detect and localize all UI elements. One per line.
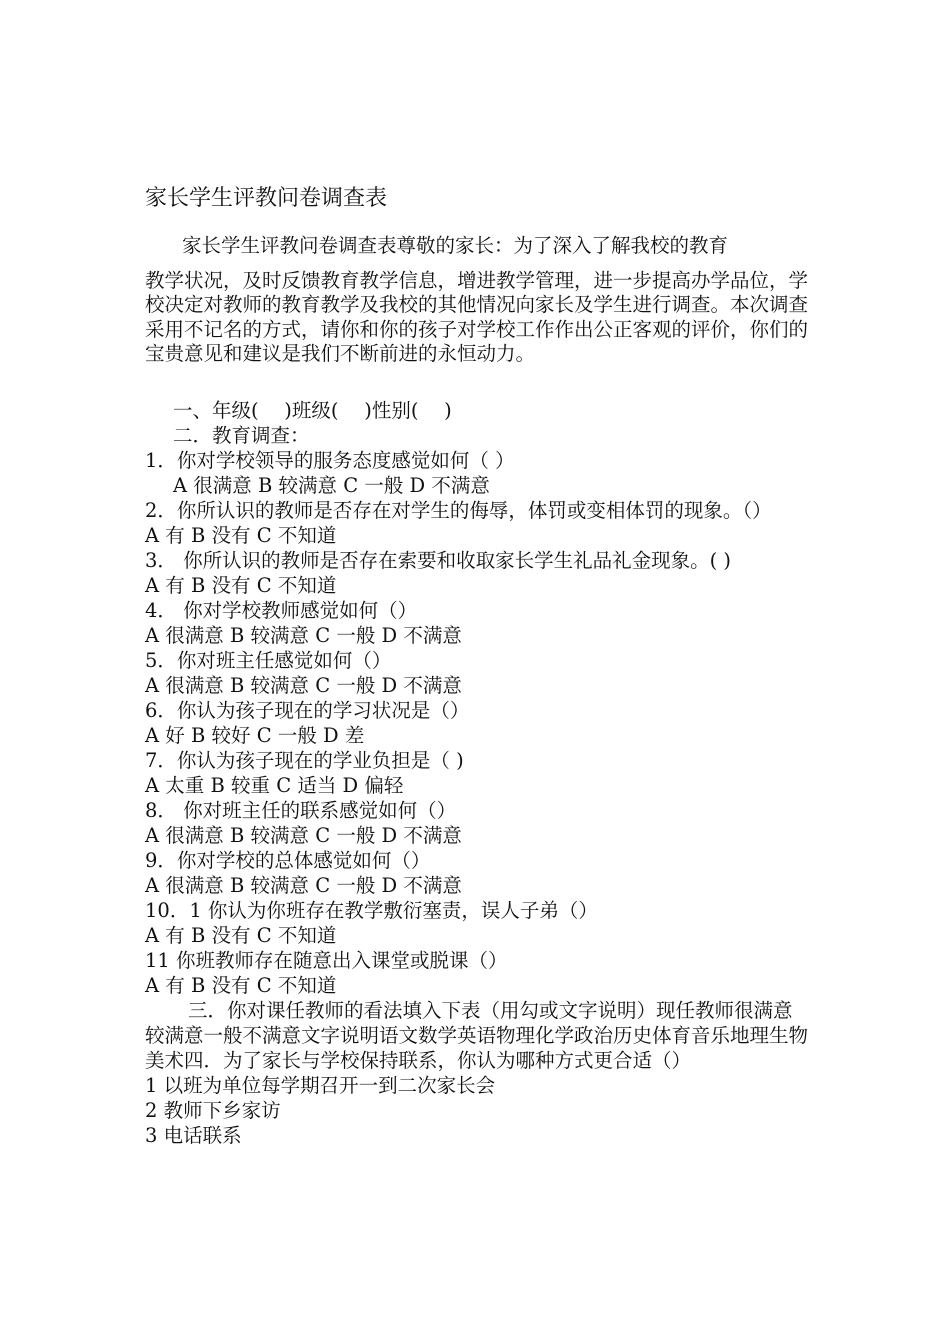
intro-first-line: 家长学生评教问卷调查表尊敬的家长：为了深入了解我校的教育 [182, 234, 729, 257]
question-3: 3． 你所认识的教师是否存在索要和收取家长学生礼品礼金现象。( ) [145, 549, 732, 572]
question-10-options: A 有 B 没有 C 不知道 [145, 924, 337, 947]
question-4: 4． 你对学校教师感觉如何（） [145, 599, 418, 622]
section-basic-info: 一、年级( )班级( )性别( ) [173, 399, 452, 422]
question-9-options: A 很满意 B 较满意 C 一般 D 不满意 [145, 874, 462, 897]
question-11: 11 你班教师存在随意出入课堂或脱课（） [145, 949, 508, 972]
question-2: 2．你所认识的教师是否存在对学生的侮辱，体罚或变相体罚的现象。（） [145, 499, 772, 522]
question-5-options: A 很满意 B 较满意 C 一般 D 不满意 [145, 674, 462, 697]
question-1: 1．你对学校领导的服务态度感觉如何（ ） [145, 449, 515, 472]
question-2-options: A 有 B 没有 C 不知道 [145, 524, 337, 547]
question-8-options: A 很满意 B 较满意 C 一般 D 不满意 [145, 824, 462, 847]
question-8: 8． 你对班主任的联系感觉如何（） [145, 799, 457, 822]
question-7-options: A 太重 B 较重 C 适当 D 偏轻 [145, 774, 404, 797]
question-6-options: A 好 B 较好 C 一般 D 差 [145, 724, 365, 747]
question-7: 7．你认为孩子现在的学业负担是（ ) [145, 749, 464, 772]
intro-paragraph [145, 234, 815, 367]
contact-option-1: 1 以班为单位每学期召开一到二次家长会 [145, 1074, 496, 1097]
document-title: 家长学生评教问卷调查表 [145, 186, 388, 211]
section-teacher-opinion: 三．你对课任教师的看法填入下表（用勾或文字说明）现任教师很满意较满意一般不满意文字说明语文数学英语物理化学政治历史体育音乐地理生物美术四．为了家长与学校保持联系，你认为哪种方式更合适（） [145, 999, 809, 1072]
intro-body: 教学状况，及时反馈教育教学信息，增进教学管理，进一步提高办学品位，学校决定对教师的教育教学及我校的其他情况向家长及学生进行调查。本次调查采用不记名的方式，请你和你的孩子对学校工作作出公正客观的评价，你们的宝贵意见和建议是我们不断前进的永恒动力。 [145, 268, 809, 365]
question-4-options: A 很满意 B 较满意 C 一般 D 不满意 [145, 624, 462, 647]
section-education-survey: 二．教育调查： [173, 424, 310, 447]
question-11-options: A 有 B 没有 C 不知道 [145, 974, 337, 997]
question-6: 6．你认为孩子现在的学习状况是（） [145, 699, 470, 722]
question-5: 5．你对班主任感觉如何（） [145, 649, 392, 672]
survey-body [145, 398, 825, 1148]
question-9: 9．你对学校的总体感觉如何（） [145, 849, 431, 872]
question-10: 10．1 你认为你班存在教学敷衍塞责，误人子弟（） [145, 899, 598, 922]
contact-option-2: 2 教师下乡家访 [145, 1099, 281, 1122]
question-3-options: A 有 B 没有 C 不知道 [145, 574, 337, 597]
contact-option-3: 3 电话联系 [145, 1124, 242, 1147]
question-1-options: A 很满意 B 较满意 C 一般 D 不满意 [173, 474, 490, 497]
